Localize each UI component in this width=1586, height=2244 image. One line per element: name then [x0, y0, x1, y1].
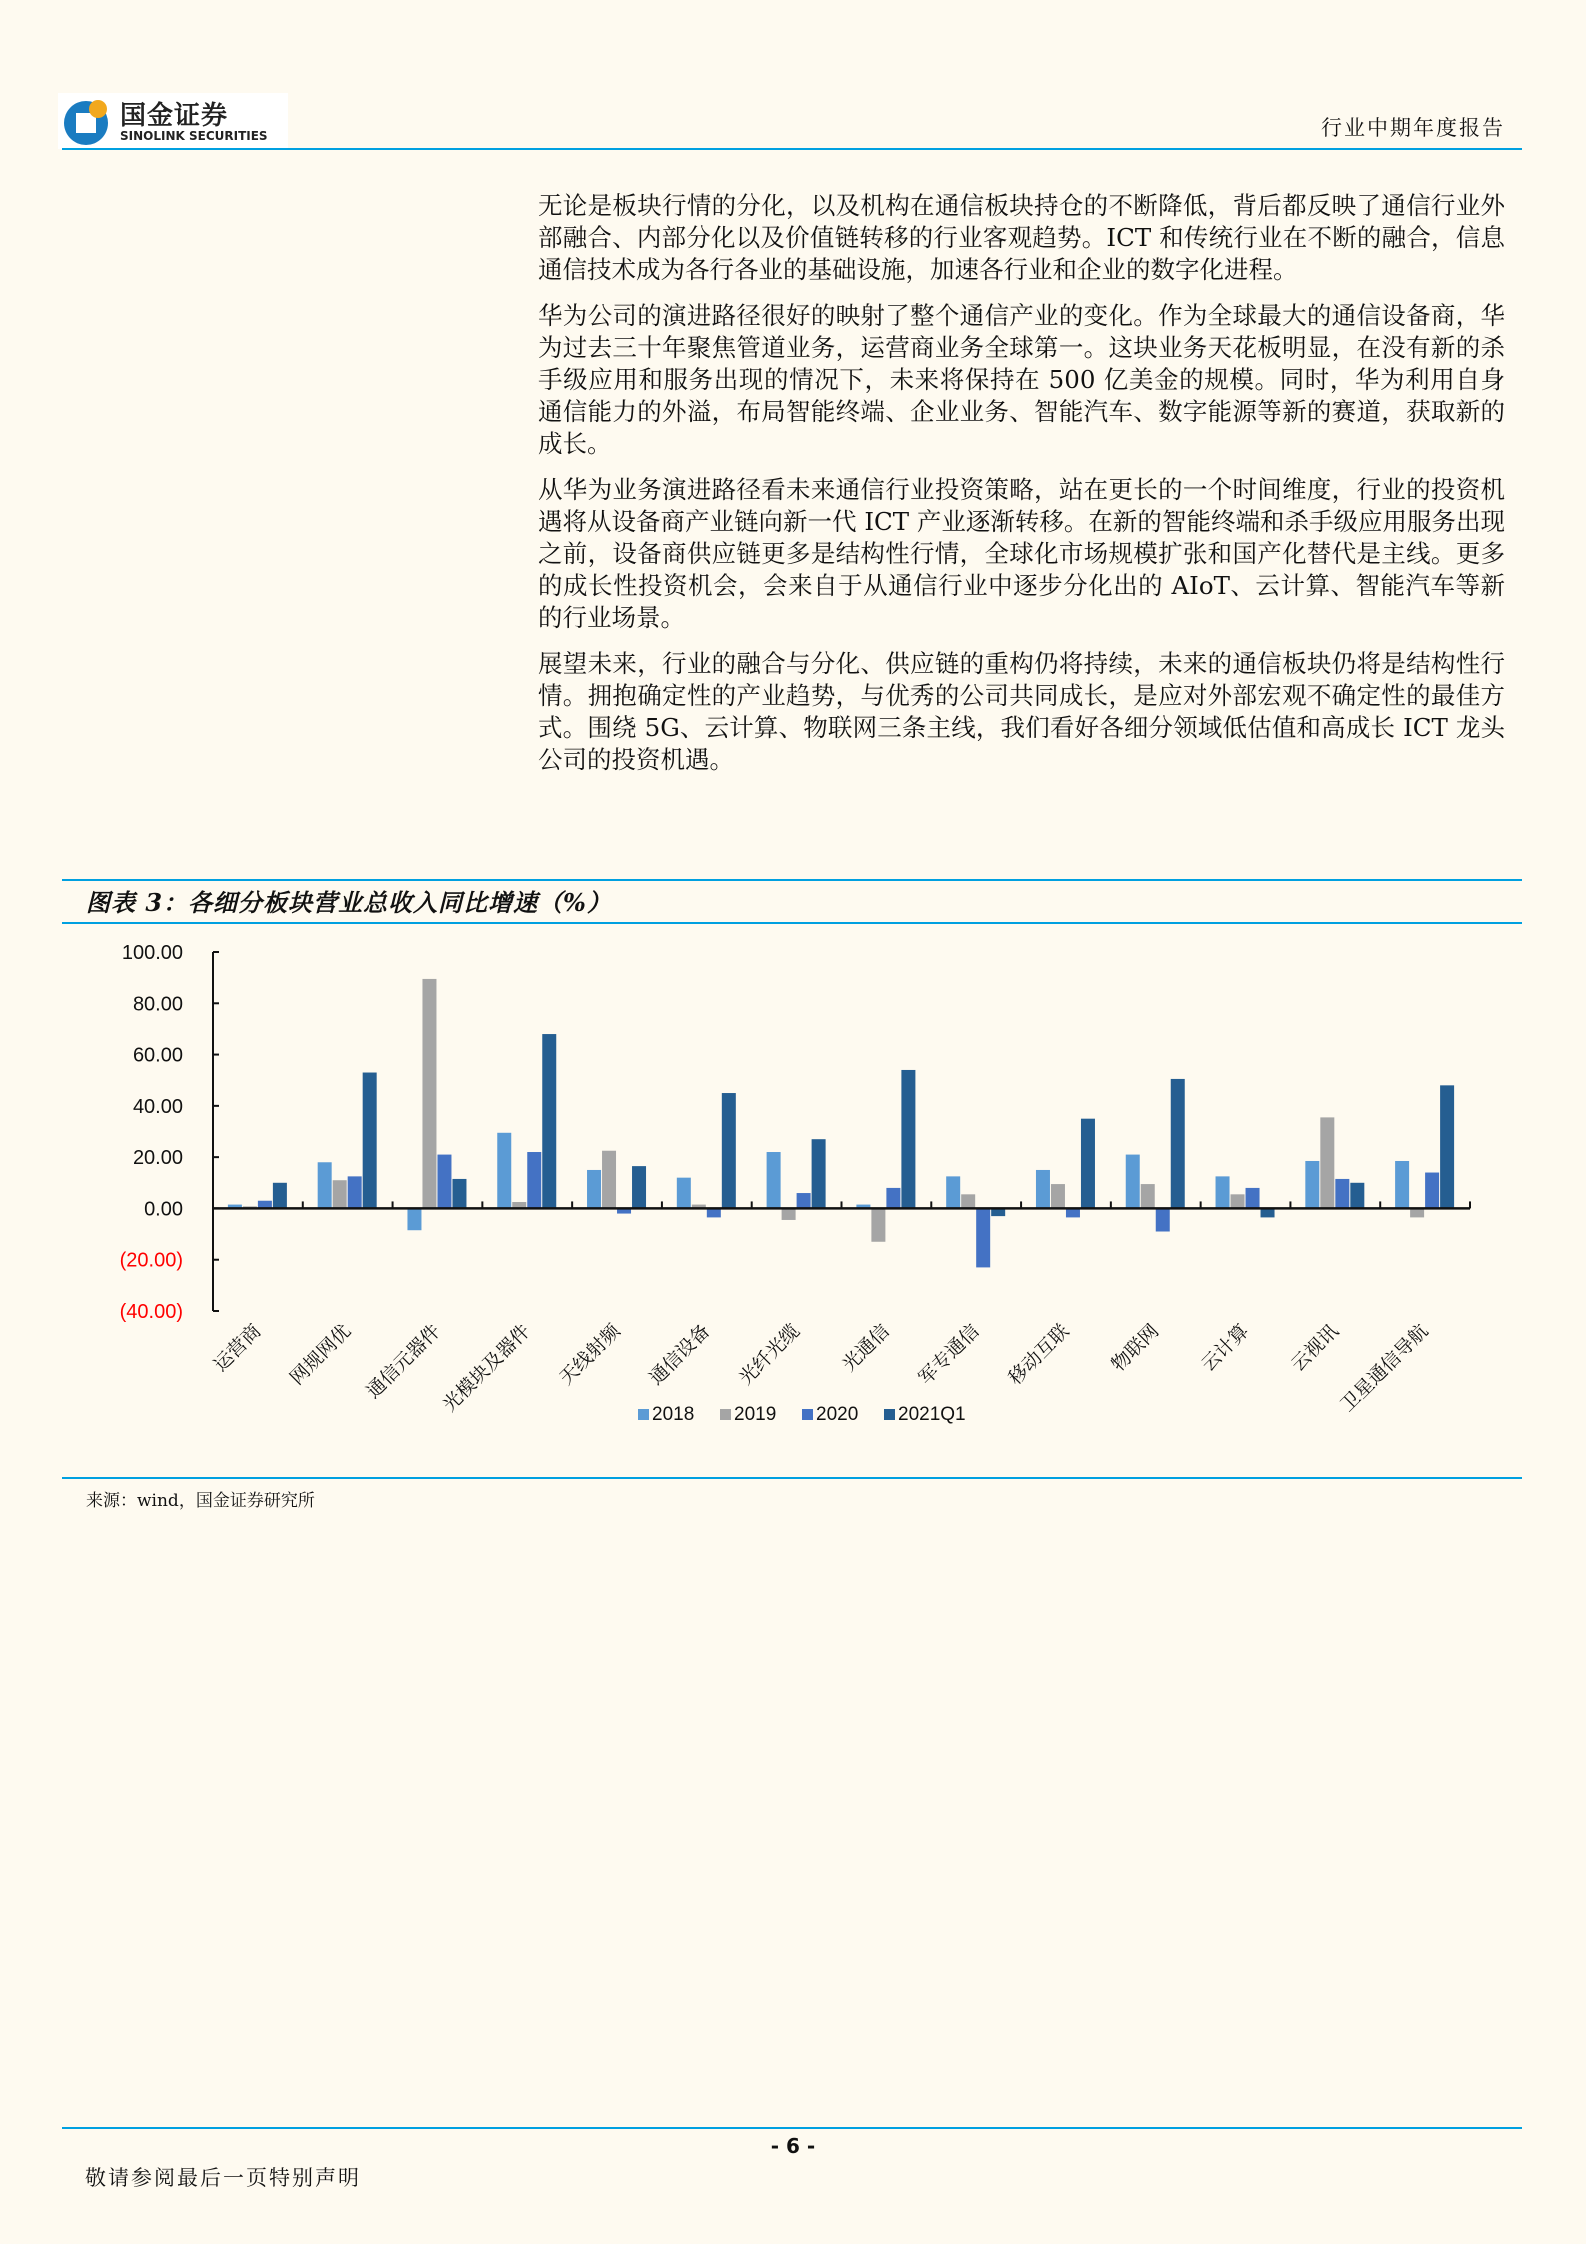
- bar-2020-12: [1335, 1179, 1349, 1208]
- bar-2018-6: [767, 1152, 781, 1208]
- y-tick-label: (40.00): [119, 1301, 183, 1323]
- bar-2018-5: [677, 1178, 691, 1209]
- header-divider: [62, 148, 1522, 150]
- bar-2021Q1-9: [1081, 1119, 1095, 1209]
- legend-swatch-2021Q1: [884, 1409, 895, 1420]
- bar-2018-2: [407, 1208, 421, 1230]
- legend-swatch-2019: [720, 1409, 731, 1420]
- footer-disclaimer: 敬请参阅最后一页特别声明: [85, 2166, 361, 2190]
- category-label: 卫星通信导航: [1336, 1319, 1433, 1417]
- y-tick-label: 80.00: [132, 993, 183, 1016]
- paragraph: 从华为业务演进路径看未来通信行业投资策略，站在更长的一个时间维度，行业的投资机遇将从设备商产业链向新一代 ICT 产业逐渐转移。在新的智能终端和杀手级应用服务出现之前，设备商供应链更多是结构性行情，全球化市场规模扩张和国产化替代是主线。更多的成长性投资机会，会来自于从通信行业中逐步分化出的 AIoT、云计算、智能汽车等新的行业场景。: [538, 475, 1505, 632]
- category-label: 物联网: [1107, 1319, 1164, 1376]
- bar-2019-4: [602, 1151, 616, 1209]
- paragraph: 无论是板块行情的分化，以及机构在通信板块持仓的不断降低，背后都反映了通信行业外部融合、内部分化以及价值链转移的行业客观趋势。ICT 和传统行业在不断的融合，信息通信技术成为各行各业的基础设施，加速各行业和企业的数字化进程。: [538, 191, 1505, 284]
- bar-2018-11: [1216, 1176, 1230, 1208]
- bar-2019-8: [961, 1194, 975, 1208]
- bar-2021Q1-10: [1171, 1079, 1185, 1208]
- chart-bottom-divider: [62, 1477, 1522, 1479]
- bar-2020-7: [886, 1188, 900, 1209]
- y-tick-label: 20.00: [132, 1147, 183, 1170]
- bar-2018-3: [497, 1133, 511, 1209]
- bar-2018-10: [1126, 1155, 1140, 1209]
- sinolink-logo-icon: [62, 95, 114, 147]
- category-label: 通信元器件: [362, 1319, 445, 1403]
- bar-2021Q1-7: [901, 1070, 915, 1208]
- category-label: 天线射频: [555, 1319, 625, 1390]
- chart-top-divider: [62, 879, 1522, 881]
- bar-2021Q1-12: [1350, 1183, 1364, 1209]
- bar-chart: [0, 930, 1586, 1460]
- bar-2018-9: [1036, 1170, 1050, 1208]
- bar-2019-9: [1051, 1184, 1065, 1208]
- paragraph: 华为公司的演进路径很好的映射了整个通信产业的变化。作为全球最大的通信设备商，华为过去三十年聚焦管道业务，运营商业务全球第一。这块业务天花板明显，在没有新的杀手级应用和服务出现的情况下，未来将保持在 500 亿美金的规模。同时，华为利用自身通信能力的外溢，布局智能终端、企业业务、智能汽车、数字能源等新的赛道，获取新的成长。: [538, 301, 1505, 458]
- bar-2021Q1-4: [632, 1166, 646, 1208]
- bar-2020-13: [1425, 1173, 1439, 1209]
- legend-label: 2019: [734, 1404, 777, 1425]
- chart-source: 来源：wind，国金证券研究所: [86, 1491, 315, 1511]
- bar-2018-13: [1395, 1161, 1409, 1208]
- category-label: 云视讯: [1286, 1319, 1343, 1376]
- category-label: 光通信: [838, 1319, 894, 1376]
- bar-2019-2: [422, 979, 436, 1209]
- y-tick-label: 100.00: [121, 942, 183, 964]
- legend-label: 2020: [816, 1404, 859, 1425]
- category-label: 军专通信: [914, 1319, 984, 1390]
- y-tick-label: 40.00: [132, 1095, 183, 1118]
- bar-2019-6: [782, 1208, 796, 1220]
- bar-2021Q1-5: [722, 1093, 736, 1208]
- legend-label: 2021Q1: [898, 1404, 966, 1425]
- bar-2020-5: [707, 1208, 721, 1217]
- company-logo: [58, 93, 288, 149]
- y-tick-label: 60.00: [132, 1044, 183, 1067]
- bar-2020-10: [1156, 1208, 1170, 1231]
- logo-english-name: SINOLINK SECURITIES: [120, 129, 268, 143]
- bar-2021Q1-2: [452, 1179, 466, 1208]
- bar-2021Q1-3: [542, 1034, 556, 1208]
- bar-2018-1: [318, 1162, 332, 1208]
- paragraph: 展望未来，行业的融合与分化、供应链的重构仍将持续，未来的通信板块仍将是结构性行情。拥抱确定性的产业趋势，与优秀的公司共同成长，是应对外部宏观不确定性的最佳方式。围绕 5G、云计算、物联网三条主线，我们看好各细分领域低估值和高成长 ICT 龙头公司的投资机遇。: [538, 649, 1505, 774]
- category-label: 通信设备: [645, 1319, 715, 1390]
- logo-chinese-name: 国金证券: [120, 101, 229, 131]
- bar-2019-12: [1320, 1117, 1334, 1208]
- bar-2020-9: [1066, 1208, 1080, 1217]
- bar-2021Q1-13: [1440, 1085, 1454, 1208]
- bar-2020-1: [348, 1176, 362, 1208]
- bar-2018-8: [946, 1176, 960, 1208]
- bar-2021Q1-0: [273, 1183, 287, 1209]
- bar-2019-11: [1231, 1194, 1245, 1208]
- y-tick-label: (20.00): [119, 1249, 183, 1272]
- bar-2018-12: [1305, 1161, 1319, 1208]
- legend-label: 2018: [652, 1404, 695, 1425]
- bar-2020-8: [976, 1208, 990, 1267]
- chart-title-divider: [62, 922, 1522, 924]
- category-label: 云计算: [1197, 1319, 1254, 1376]
- report-type: 行业中期年度报告: [1321, 116, 1505, 140]
- y-tick-label: 0.00: [144, 1198, 183, 1221]
- bar-2020-11: [1246, 1188, 1260, 1209]
- category-label: 光纤光缆: [734, 1319, 805, 1390]
- chart-title: 图表 3：各细分板块营业总收入同比增速（%）: [86, 888, 612, 917]
- bar-2021Q1-6: [812, 1139, 826, 1208]
- legend-swatch-2018: [638, 1409, 649, 1420]
- category-label: 网规网优: [285, 1319, 356, 1390]
- bar-2019-7: [871, 1208, 885, 1241]
- bar-2021Q1-1: [363, 1073, 377, 1209]
- footer-divider: [62, 2127, 1522, 2129]
- bar-2020-2: [437, 1155, 451, 1209]
- category-label: 运营商: [209, 1319, 266, 1376]
- bar-2019-13: [1410, 1208, 1424, 1217]
- bar-2019-10: [1141, 1184, 1155, 1208]
- category-label: 移动互联: [1004, 1319, 1074, 1390]
- page-number: - 6 -: [770, 2134, 816, 2158]
- body-text: [538, 190, 1505, 790]
- bar-2020-6: [797, 1193, 811, 1208]
- bar-2020-3: [527, 1152, 541, 1208]
- bar-2018-4: [587, 1170, 601, 1208]
- category-label: 光模块及器件: [438, 1319, 535, 1417]
- bar-2021Q1-11: [1261, 1208, 1275, 1217]
- legend-swatch-2020: [802, 1409, 813, 1420]
- bar-2019-1: [333, 1180, 347, 1208]
